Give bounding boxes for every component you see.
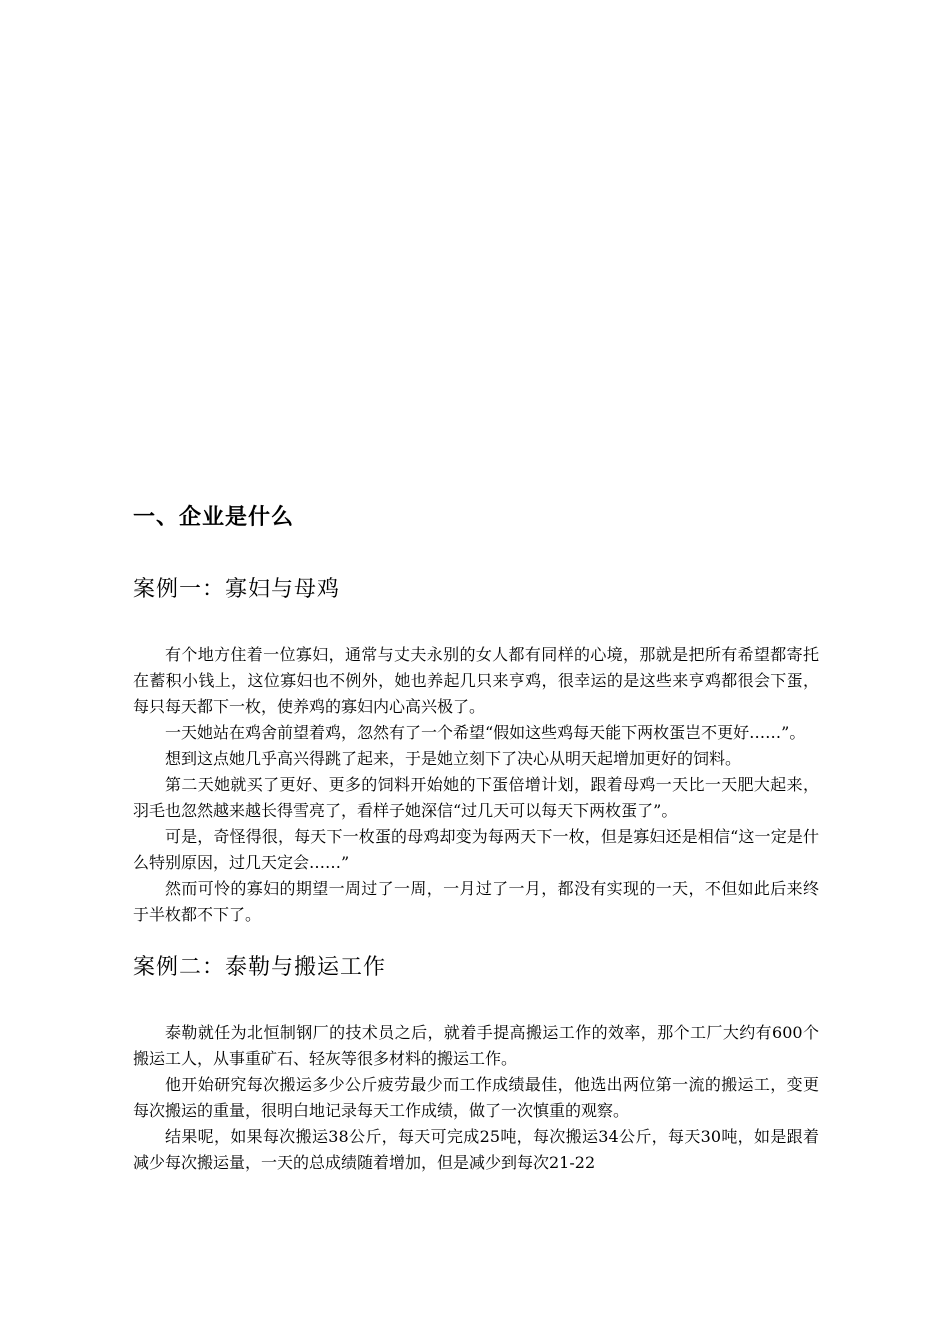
case1-paragraph: 然而可怜的寡妇的期望一周过了一周，一月过了一月，都没有实现的一天，不但如此后来终于半枚都不下了。 <box>133 879 819 924</box>
case1-paragraph: 一天她站在鸡舍前望着鸡，忽然有了一个希望“假如这些鸡每天能下两枚蛋岂不更好……”。 <box>165 723 806 742</box>
case1-paragraph: 可是，奇怪得很，每天下一枚蛋的母鸡却变为每两天下一枚，但是寡妇还是相信“这一定是什么特别原因，过几天定会……” <box>133 827 819 872</box>
case1-paragraph: 想到这点她几乎高兴得跳了起来，于是她立刻下了决心从明天起增加更好的饲料。 <box>165 749 742 768</box>
case2-paragraph: 结果呢，如果每次搬运38公斤，每天可完成25吨，每次搬运34公斤，每天30吨，如是跟着减少每次搬运量，一天的总成绩随着增加，但是减少到每次21-22 <box>133 1127 819 1172</box>
case1-title: 案例一：寡妇与母鸡 <box>133 577 341 602</box>
case2-paragraph: 他开始研究每次搬运多少公斤疲劳最少而工作成绩最佳，他选出两位第一流的搬运工，变更每次搬运的重量，很明白地记录每天工作成绩，做了一次慎重的观察。 <box>133 1075 819 1120</box>
document-body <box>133 500 819 1176</box>
case2-title: 案例二：泰勒与搬运工作 <box>133 955 387 980</box>
case2-paragraph: 泰勒就任为北恒制钢厂的技术员之后，就着手提高搬运工作的效率，那个工厂大约有600个搬运工人，从事重矿石、轻灰等很多材料的搬运工作。 <box>133 1023 819 1068</box>
case1-paragraph: 有个地方住着一位寡妇，通常与丈夫永别的女人都有同样的心境，那就是把所有希望都寄托在蓄积小钱上，这位寡妇也不例外，她也养起几只来亨鸡，很幸运的是这些来亨鸡都很会下蛋，每只每天都下一枚，使养鸡的寡妇内心高兴极了。 <box>133 645 819 716</box>
section-title: 一、企业是什么 <box>133 505 295 530</box>
case1-paragraph: 第二天她就买了更好、更多的饲料开始她的下蛋倍增计划，跟着母鸡一天比一天肥大起来，羽毛也忽然越来越长得雪亮了，看样子她深信“过几天可以每天下两枚蛋了”。 <box>133 775 819 820</box>
